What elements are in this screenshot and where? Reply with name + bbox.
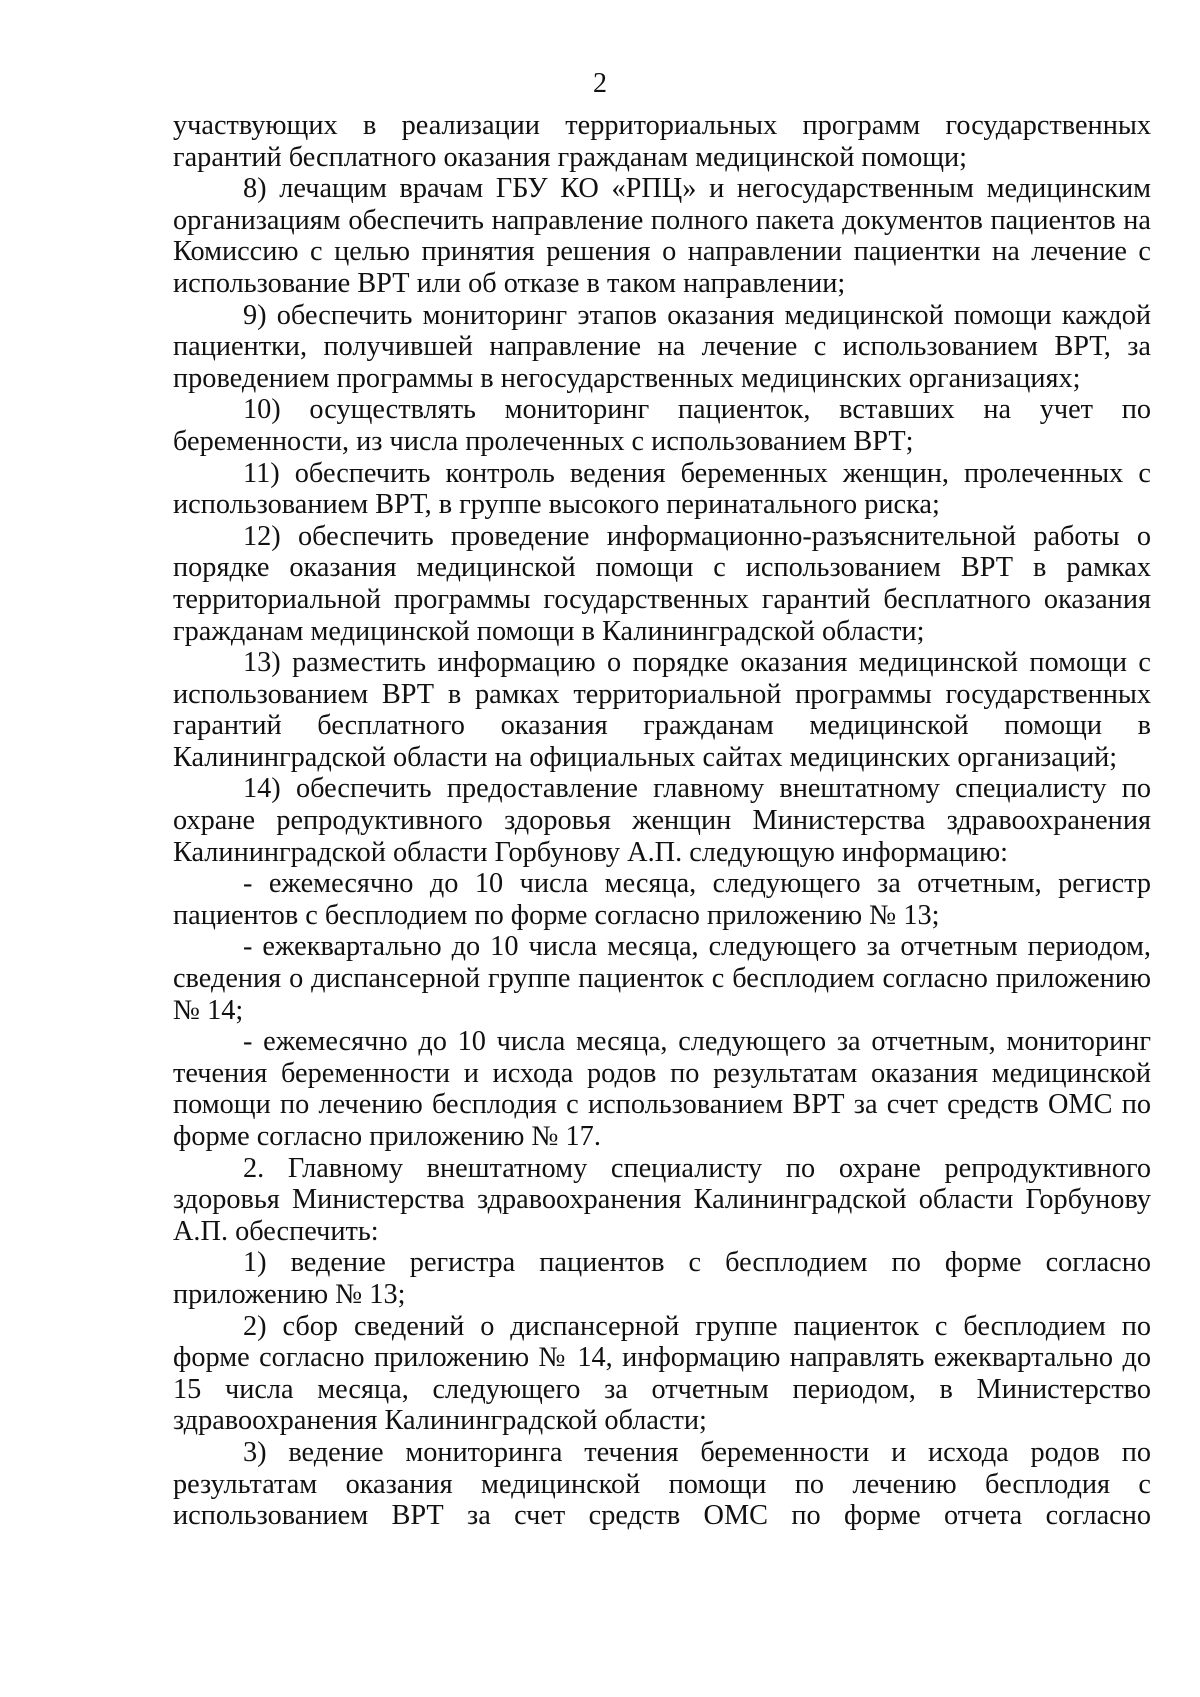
paragraph-section-2: 2. Главному внештатному специалисту по охране репродуктивного здоровья Министерства здравоохранения Калининградской области Горбунову А.П. обеспечить: (173, 1152, 1151, 1247)
paragraph-item-14-monthly-monitoring: - ежемесячно до 10 числа месяца, следующего за отчетным, мониторинг течения беременности и исхода родов по результатам оказания медицинской помощи по лечению бесплодия с использованием ВРТ за счет средств ОМС по форме согласно приложению № 17. (173, 1026, 1151, 1152)
paragraph-item-10: 10) осуществлять мониторинг пациенток, вставших на учет по беременности, из числа пролеченных с использованием ВРТ; (173, 394, 1151, 457)
paragraph-item-11: 11) обеспечить контроль ведения беременных женщин, пролеченных с использованием ВРТ, в группе высокого перинатального риска; (173, 457, 1151, 521)
paragraph-continuation: участвующих в реализации территориальных программ государственных гарантий бесплатного оказания гражданам медицинской помощи; (173, 110, 1151, 173)
paragraph-item-9: 9) обеспечить мониторинг этапов оказания медицинской помощи каждой пациентки, получившей направление на лечение с использованием ВРТ, за проведением программы в негосударственных медицинских организациях; (173, 299, 1151, 394)
paragraph-section-2-item-3: 3) ведение мониторинга течения беременности и исхода родов по результатам оказания медицинской помощи по лечению бесплодия с использованием ВРТ за счет средств ОМС по форме отчета согласно (173, 1436, 1151, 1532)
document-body (173, 110, 1151, 1532)
paragraph-item-8: 8) лечащим врачам ГБУ КО «РПЦ» и негосударственным медицинским организациям обеспечить направление полного пакета документов пациентов на Комиссию с целью принятия решения о направлении пациентки на лечение с использование ВРТ или об отказе в таком направлении; (173, 173, 1151, 299)
paragraph-item-14: 14) обеспечить предоставление главному внештатному специалисту по охране репродуктивного здоровья женщин Министерства здравоохранения Калининградской области Горбунову А.П. следующую информацию: (173, 773, 1151, 868)
paragraph-item-14-monthly-register: - ежемесячно до 10 числа месяца, следующего за отчетным, регистр пациентов с бесплодием по форме согласно приложению № 13; (173, 868, 1151, 931)
paragraph-section-2-item-1: 1) ведение регистра пациентов с бесплодием по форме согласно приложению № 13; (173, 1247, 1151, 1310)
paragraph-section-2-item-2: 2) сбор сведений о диспансерной группе пациенток с бесплодием по форме согласно приложению № 14, информацию направлять ежеквартально до 15 числа месяца, следующего за отчетным периодом, в Министерство здравоохранения Калининградской области; (173, 1310, 1151, 1437)
page-number: 2 (593, 68, 607, 99)
paragraph-item-12: 12) обеспечить проведение информационно-разъяснительной работы о порядке оказания медицинской помощи с использованием ВРТ в рамках территориальной программы государственных гарантий бесплатного оказания гражданам медицинской помощи в Калининградской области; (173, 520, 1151, 647)
paragraph-item-13: 13) разместить информацию о порядке оказания медицинской помощи с использованием ВРТ в рамках территориальной программы государственных гарантий бесплатного оказания гражданам медицинской помощи в Калининградской области на официальных сайтах медицинских организаций; (173, 647, 1151, 773)
paragraph-item-14-quarterly-dispensary: - ежеквартально до 10 числа месяца, следующего за отчетным периодом, сведения о диспансерной группе пациенток с бесплодием согласно приложению № 14; (173, 931, 1151, 1026)
